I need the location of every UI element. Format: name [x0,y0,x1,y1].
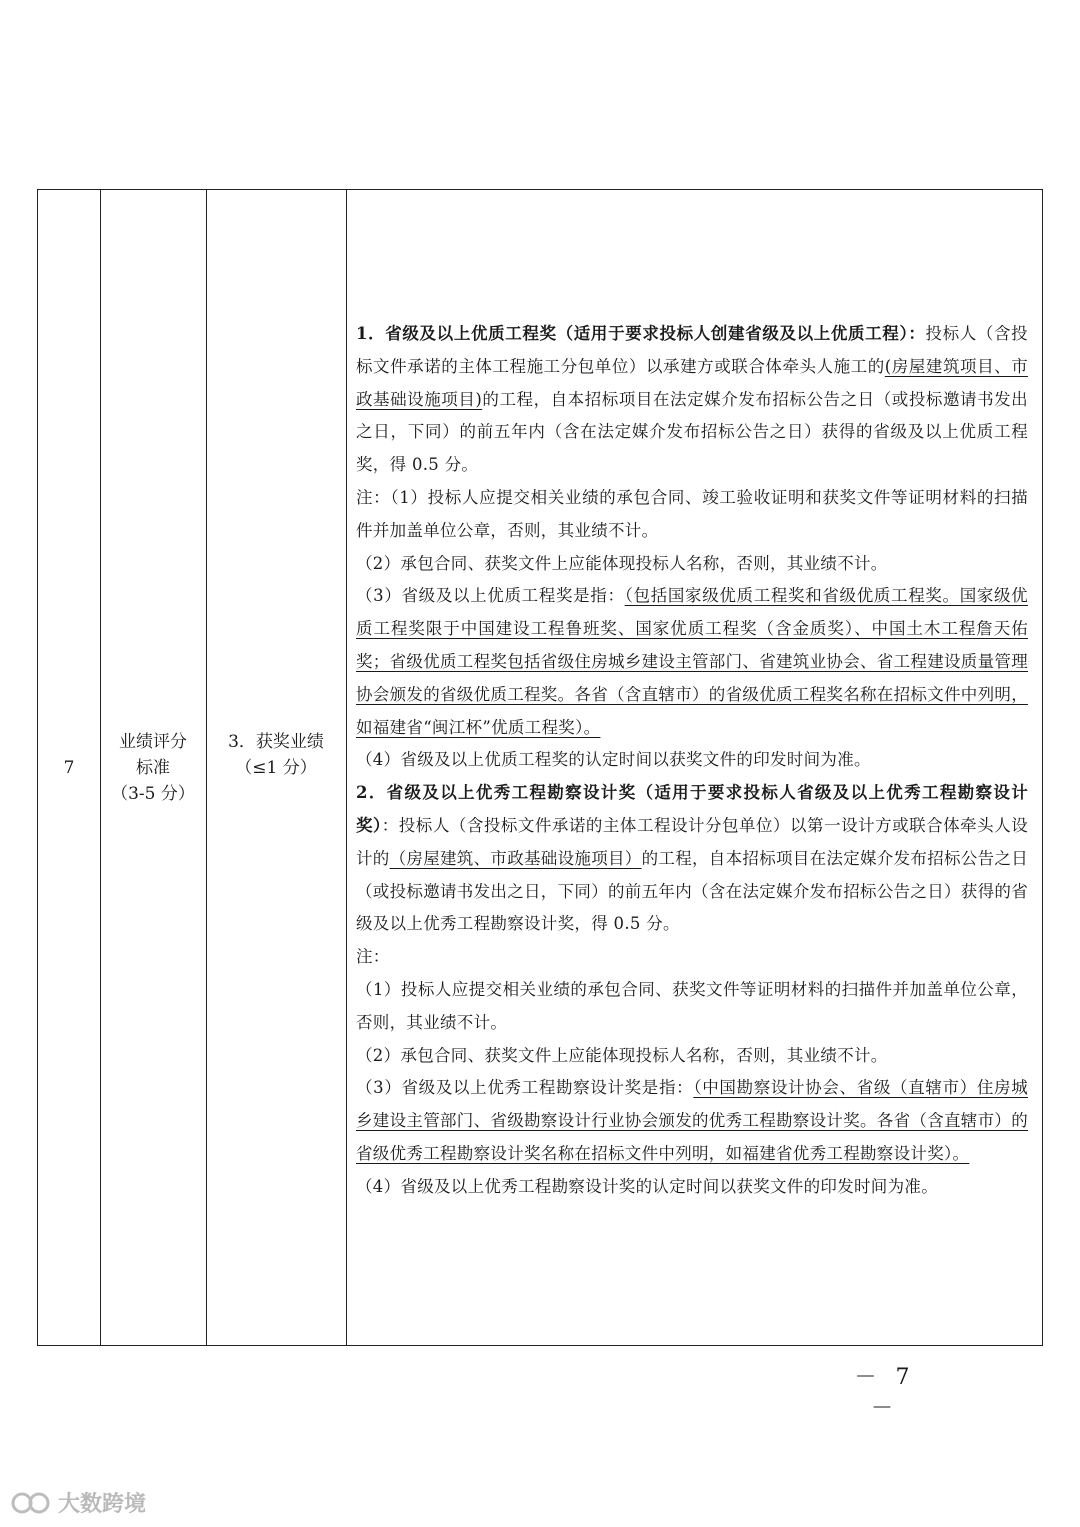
section-2-body: ：投标人（含投标文件承诺的主体工程设计分包单位）以第一设计方或联合体牵头人设计的 [356,815,1028,868]
category-cell [100,190,206,1345]
section-2-note-4: （4）省级及以上优秀工程勘察设计奖的认定时间以获奖文件的印发时间为准。 [356,1176,938,1196]
category-line: 标准 [136,757,170,778]
section-2-note-1: （1）投标人应提交相关业绩的承包合同、获奖文件等证明材料的扫描件并加盖单位公章，否则，其业绩不计。 [356,979,1028,1032]
watermark [10,1487,146,1518]
section-1-body-cont: 的工程，自本招标项目在法定媒介发布招标公告之日（或投标邀请书发出之日，下同）的前五年内（含在法定媒介发布招标公告之日）获得的省级及以上优质工程奖，得 0.5 分。 [356,389,1028,475]
section-1-title: 1．省级及以上优质工程奖（适用于要求投标人创建省级及以上优质工程）： [356,324,926,343]
watermark-text: 大数跨境 [58,1492,147,1517]
note-3-definition: （包括国家级优质工程奖和省级优质工程奖。国家级优质工程奖限于中国建设工程鲁班奖、国家优质工程奖（含金质奖）、中国土木工程詹天佑奖；省级优质工程奖包括省级住房城乡建设主管部门、省建筑业协会、省工程建设质量管理协会颁发的省级优质工程奖。各省（含直辖市）的省级优质工程奖名称在招标文件中列明，如福建省“闽江杯”优质工程奖）。 [356,586,1028,737]
section-1-body: 投标人（含投标文件承诺的主体工程施工分包单位）以承建方或联合体牵头人施工的 [356,324,1028,376]
column-divider [346,190,347,1345]
section-1-note-1: 注：（1）投标人应提交相关业绩的承包合同、竣工验收证明和获奖文件等证明材料的扫描件并加盖单位公章，否则，其业绩不计。 [356,487,1028,540]
item-score: （≤1 分） [235,757,317,778]
row-number: 7 [63,757,75,778]
page-number: － 7 － [854,1365,916,1421]
section-1-note-4: （4）省级及以上优质工程奖的认定时间以获奖文件的印发时间为准。 [356,750,871,770]
section-1-scope: (房屋建筑项目、市政基础设施项目) [356,356,1028,409]
section-2-note-3 [356,1072,1028,1170]
category-line: （3-5 分） [111,783,195,804]
watermark-logo-icon [10,1490,52,1516]
section-2-body-cont: 的工程，自本招标项目在法定媒介发布招标公告之日（或投标邀请书发出之日，下同）的前五年内（含在法定媒介发布招标公告之日）获得的省级及以上优秀工程勘察设计奖，得 0.5 分。 [356,848,1029,934]
section-2-scope: （房屋建筑、市政基础设施项目） [389,848,642,868]
section-1-paragraph [356,318,1028,482]
item-cell [206,190,346,1345]
criteria-content [356,318,1028,1204]
section-2-paragraph [356,777,1028,941]
category-line: 业绩评分 [119,731,187,752]
section-2-note-label: 注： [356,947,390,967]
section-2-title: 2．省级及以上优秀工程勘察设计奖（适用于要求投标人省级及以上优秀工程勘察设计奖） [356,783,1028,835]
item-title: 3．获奖业绩 [228,731,324,752]
section-1-note-3 [356,580,1028,744]
row-number-cell [38,190,100,1345]
note-3-lead: （3）省级及以上优秀工程勘察设计奖是指： [356,1078,694,1098]
section-2-note-2: （2）承包合同、获奖文件上应能体现投标人名称，否则，其业绩不计。 [356,1045,888,1065]
scoring-table [37,189,1043,1346]
note-3-lead: （3）省级及以上优质工程奖是指： [356,586,625,606]
section-1-note-2: （2）承包合同、获奖文件上应能体现投标人名称，否则，其业绩不计。 [356,553,888,573]
note-3-definition: （中国勘察设计协会、省级（直辖市）住房城乡建设主管部门、省级勘察设计行业协会颁发的优秀工程勘察设计奖。各省（含直辖市）的省级优秀工程勘察设计奖名称在招标文件中列明，如福建省优秀工程勘察设计奖）。 [356,1078,1029,1163]
